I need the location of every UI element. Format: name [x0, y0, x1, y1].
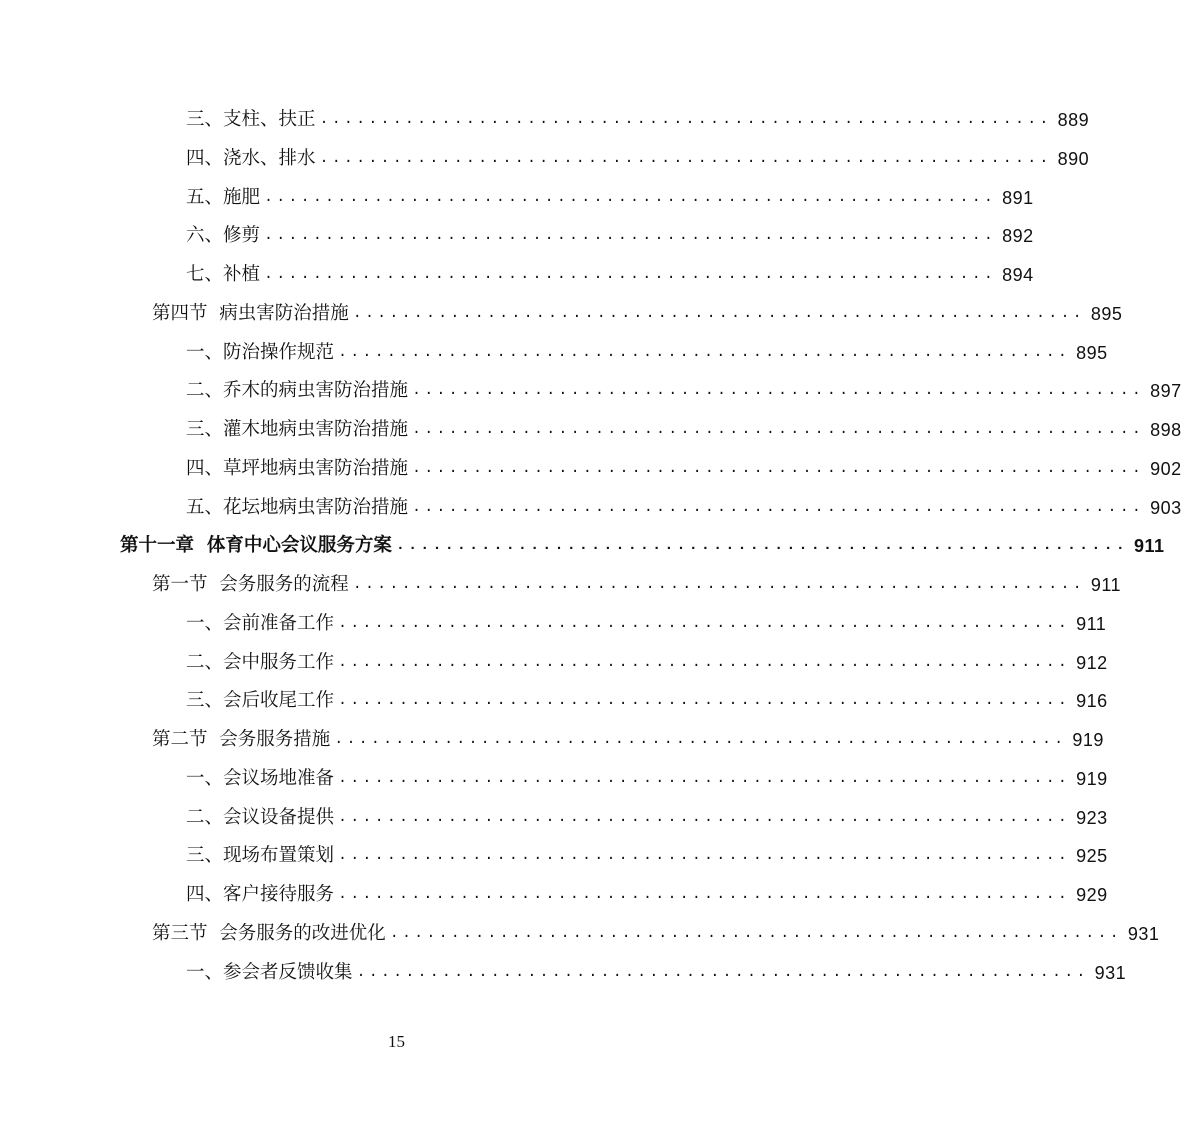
toc-dot-leader: ............................................................ — [356, 963, 1089, 981]
toc-dot-leader: ............................................................ — [319, 111, 1052, 128]
toc-entry-title: 一、参会者反馈收集 — [186, 961, 353, 983]
toc-entry-title: 三、支柱、扶正 — [186, 109, 316, 130]
toc-subsection-entry[interactable] — [0, 101, 1090, 140]
toc-entry-page: 912 — [1076, 652, 1108, 673]
toc-entry-page: 916 — [1076, 691, 1108, 712]
toc-entry-page: 931 — [1127, 923, 1160, 944]
toc-subsection-entry[interactable] — [0, 140, 1090, 179]
toc-entry-title: 第三节 会务服务的改进优化 — [152, 922, 386, 944]
toc-dot-leader: ............................................................ — [338, 653, 1071, 671]
toc-subsection-entry[interactable] — [0, 217, 1034, 256]
toc-subsection-entry[interactable] — [0, 954, 1127, 993]
toc-entry-page: 892 — [1002, 226, 1034, 247]
toc-dot-leader: ............................................................ — [412, 382, 1145, 400]
toc-dot-leader: ............................................................ — [352, 576, 1085, 593]
toc-subsection-entry[interactable] — [0, 605, 1107, 644]
toc-subsection-entry[interactable] — [0, 372, 1182, 411]
toc-subsection-entry[interactable] — [0, 489, 1182, 528]
toc-entry-page: 895 — [1076, 342, 1108, 363]
toc-dot-leader: ............................................................ — [338, 808, 1071, 826]
toc-entry-page: 903 — [1150, 497, 1182, 518]
toc-entry-title: 第一节 会务服务的流程 — [152, 574, 349, 595]
toc-dot-leader: ............................................................ — [412, 459, 1145, 477]
toc-entry-title: 一、会前准备工作 — [186, 612, 335, 634]
toc-subsection-entry[interactable] — [0, 644, 1108, 683]
toc-dot-leader: ............................................................ — [264, 266, 997, 283]
toc-subsection-entry[interactable] — [0, 450, 1182, 489]
toc-subsection-entry[interactable] — [0, 411, 1182, 450]
toc-entry-title: 二、会议设备提供 — [186, 806, 335, 828]
toc-entry-title: 二、乔木的病虫害防治措施 — [186, 380, 409, 402]
toc-entry-page: 895 — [1090, 303, 1123, 324]
toc-dot-leader: ............................................................ — [338, 847, 1071, 865]
toc-entry-title: 第四节 病虫害防治措施 — [152, 302, 349, 324]
toc-dot-leader: ............................................................ — [338, 692, 1071, 710]
toc-entry-page: 890 — [1057, 148, 1090, 169]
toc-entry-page: 898 — [1150, 420, 1182, 440]
toc-entry-page: 923 — [1076, 807, 1108, 828]
toc-subsection-entry[interactable] — [0, 799, 1108, 838]
toc-dot-leader: ............................................................ — [264, 227, 997, 245]
toc-entry-title: 一、会议场地准备 — [186, 767, 335, 789]
toc-section-entry[interactable] — [0, 566, 1122, 605]
toc-entry-page: 902 — [1150, 458, 1182, 479]
toc-subsection-entry[interactable] — [0, 760, 1108, 799]
toc-dot-leader: ............................................................ — [412, 498, 1145, 516]
toc-entry-title: 四、浇水、排水 — [186, 147, 316, 169]
toc-entry-title: 四、草坪地病虫害防治措施 — [186, 457, 409, 479]
toc-entry-title: 三、会后收尾工作 — [186, 690, 335, 712]
toc-entry-page: 919 — [1072, 730, 1104, 750]
toc-dot-leader: ............................................................ — [338, 343, 1071, 361]
toc-entry-title: 四、客户接待服务 — [186, 884, 335, 905]
toc-entry-page: 894 — [1002, 265, 1034, 285]
toc-entry-page: 911 — [1133, 536, 1165, 557]
toc-dot-leader: ............................................................ — [412, 421, 1145, 438]
toc-subsection-entry[interactable] — [0, 837, 1108, 876]
toc-section-entry[interactable] — [0, 295, 1123, 334]
toc-chapter-entry[interactable] — [0, 527, 1165, 566]
toc-dot-leader: ............................................................ — [319, 149, 1052, 167]
toc-entry-title: 三、灌木地病虫害防治措施 — [186, 419, 409, 440]
toc-section-entry[interactable] — [0, 915, 1160, 954]
toc-entry-page: 891 — [1002, 187, 1034, 208]
table-of-contents — [0, 101, 1182, 992]
toc-entry-title: 一、防治操作规范 — [186, 341, 335, 363]
toc-entry-page: 897 — [1150, 381, 1182, 402]
toc-entry-title: 第十一章 体育中心会议服务方案 — [120, 535, 392, 557]
toc-entry-title: 五、花坛地病虫害防治措施 — [186, 496, 409, 518]
toc-dot-leader: ............................................................ — [389, 924, 1122, 942]
toc-entry-title: 第二节 会务服务措施 — [152, 729, 331, 750]
toc-dot-leader: ............................................................ — [352, 304, 1085, 322]
toc-entry-title: 三、现场布置策划 — [186, 845, 335, 867]
toc-subsection-entry[interactable] — [0, 179, 1034, 218]
toc-entry-page: 911 — [1090, 575, 1122, 595]
toc-entry-title: 六、修剪 — [186, 225, 261, 247]
toc-entry-page: 919 — [1076, 768, 1108, 789]
toc-entry-page: 931 — [1094, 962, 1127, 983]
toc-subsection-entry[interactable] — [0, 334, 1108, 373]
toc-entry-title: 五、施肥 — [186, 186, 261, 208]
toc-entry-page: 929 — [1076, 885, 1108, 905]
toc-entry-page: 911 — [1076, 613, 1107, 634]
toc-dot-leader: ............................................................ — [395, 537, 1128, 555]
toc-dot-leader: ............................................................ — [338, 614, 1071, 632]
toc-dot-leader: ............................................................ — [334, 731, 1067, 748]
toc-dot-leader: ............................................................ — [264, 188, 997, 206]
toc-entry-page: 889 — [1057, 110, 1090, 130]
toc-subsection-entry[interactable] — [0, 256, 1034, 295]
toc-subsection-entry[interactable] — [0, 876, 1108, 915]
toc-subsection-entry[interactable] — [0, 682, 1108, 721]
page-number: 15 — [388, 1032, 405, 1051]
toc-dot-leader: ............................................................ — [338, 769, 1071, 787]
toc-section-entry[interactable] — [0, 721, 1104, 760]
toc-entry-page: 925 — [1076, 846, 1108, 867]
toc-entry-title: 二、会中服务工作 — [186, 651, 335, 673]
toc-dot-leader: ............................................................ — [338, 886, 1071, 903]
toc-entry-title: 七、补植 — [186, 264, 261, 285]
